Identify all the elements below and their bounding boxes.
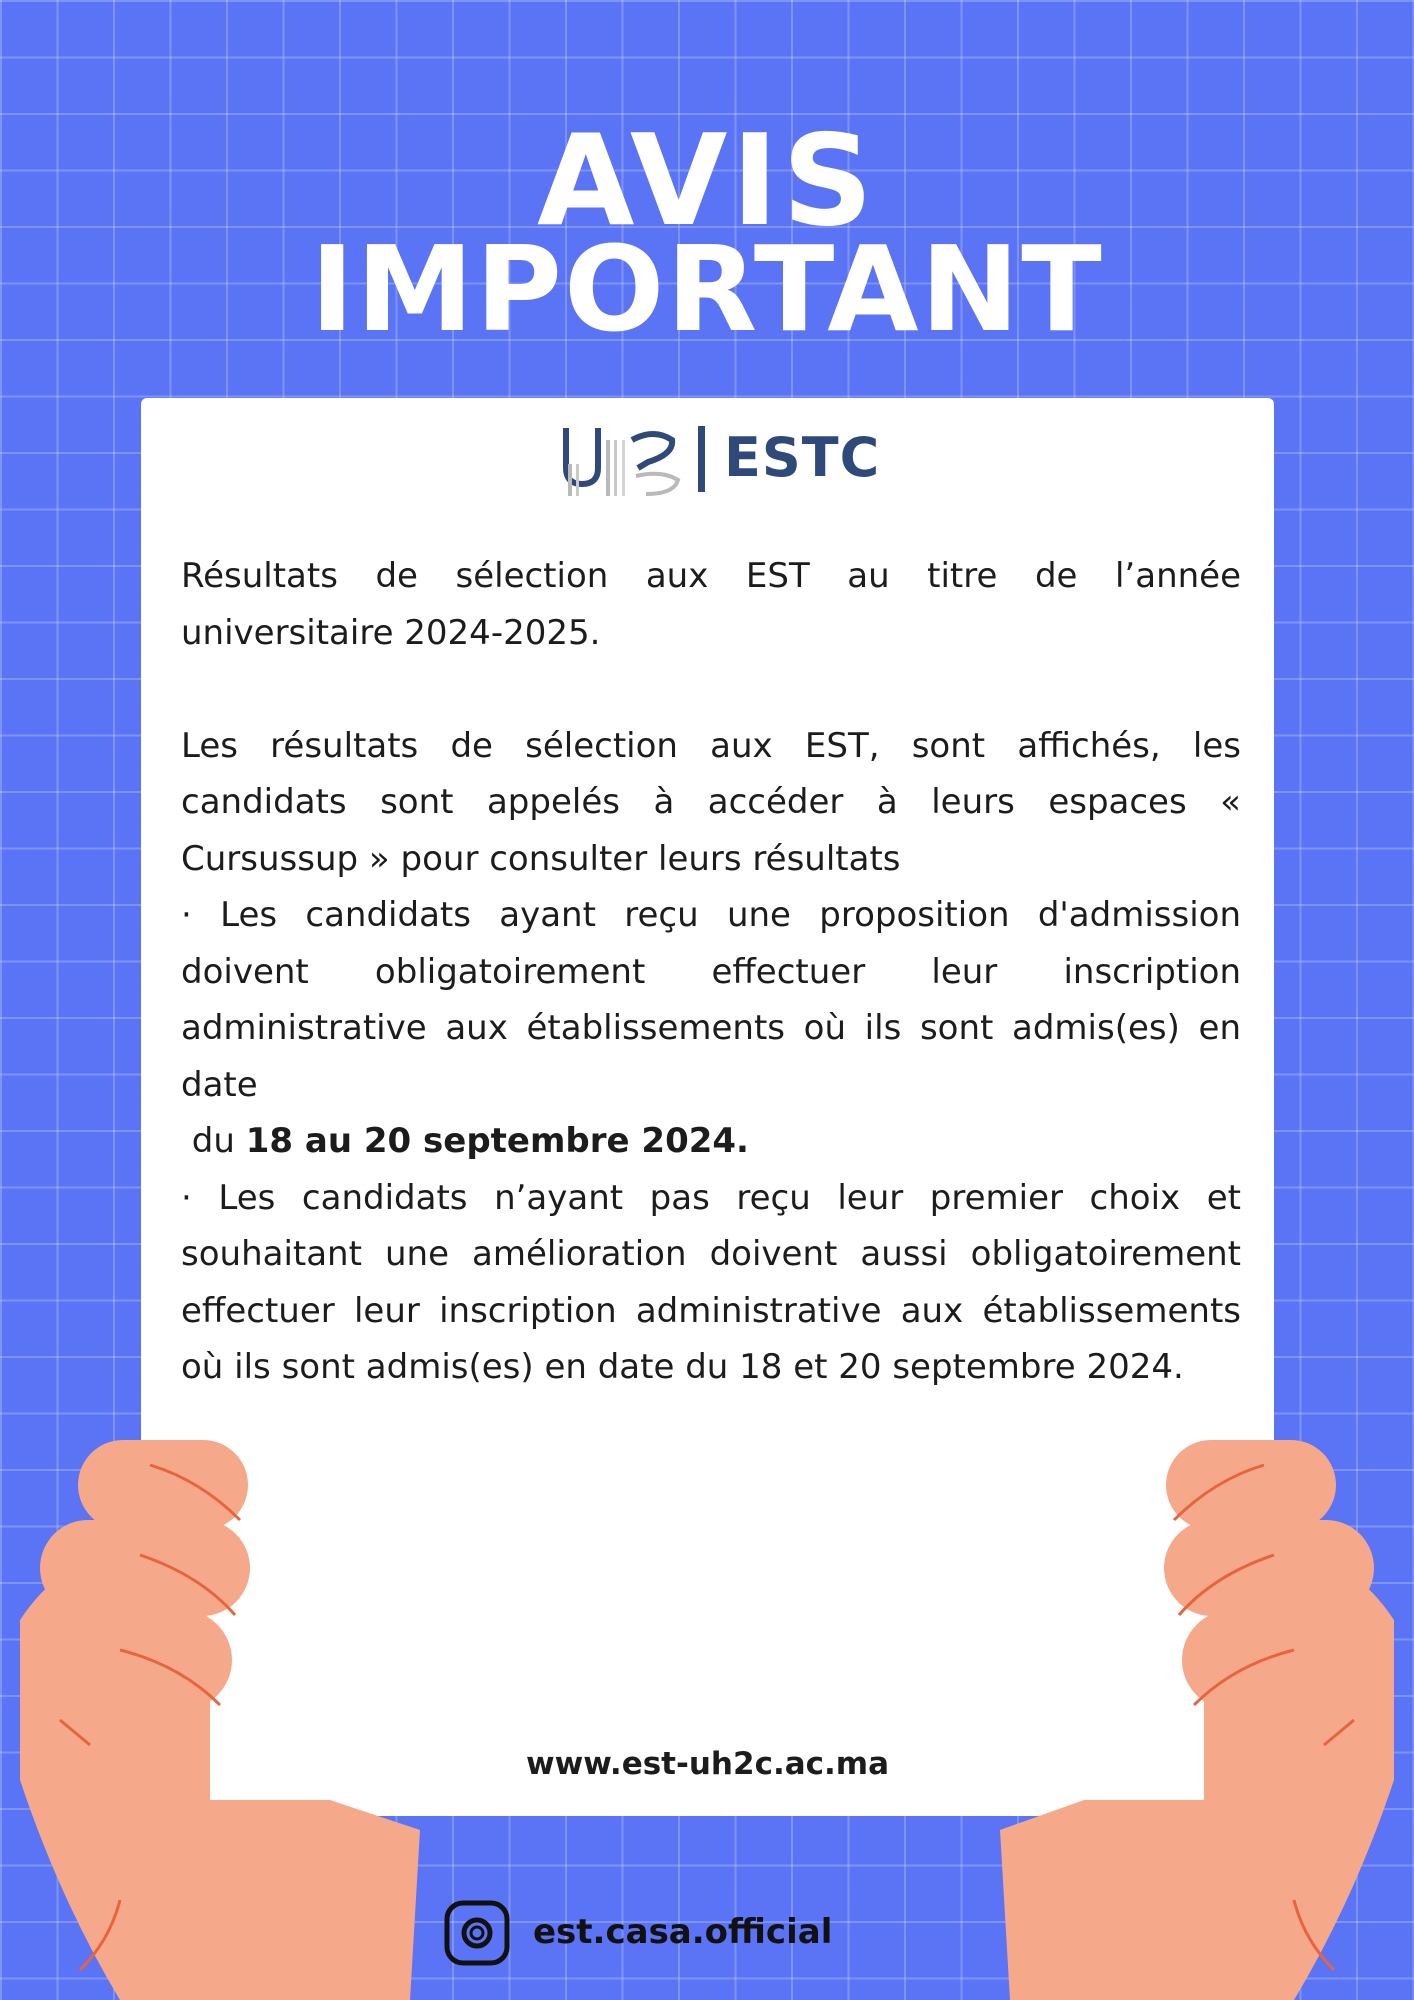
- notice-bullet-1: · Les candidats ayant reçu une proposition d'admission doivent obligatoirement effectuer leur inscription administrative aux établissements où ils sont admis(es) en date: [181, 895, 1241, 1105]
- title-important: IMPORTANT: [310, 220, 1104, 358]
- notice-sheet: [141, 398, 1274, 1816]
- website-link[interactable]: www.est-uh2c.ac.ma: [525, 1746, 890, 1782]
- notice-intro: Résultats de sélection aux EST au titre de l’année universitaire 2024-2025.: [181, 556, 1241, 653]
- date-prefix: du: [181, 1121, 246, 1161]
- estc-logo-text: ESTC: [724, 426, 881, 489]
- notice-body: [181, 548, 1241, 1396]
- notice-bullet-2: · Les candidats n’ayant pas reçu leur premier choix et souhaitant une amélioration doivent aussi obligatoirement effectuer leur inscription administrative aux établissements où ils sont admis(es) en date du 18 et 20 septembre 2024.: [181, 1177, 1241, 1387]
- date-highlight: 18 au 20 septembre 2024.: [245, 1121, 749, 1161]
- instagram-icon[interactable]: [444, 1900, 510, 1966]
- notice-bullet-1-date-line: [181, 1113, 1241, 1170]
- title-avis: AVIS: [536, 107, 878, 254]
- notice-paragraph: Les résultats de sélection aux EST, sont affichés, les candidats sont appelés à accéder à leurs espaces « Cursussup » pour consulter leurs résultats: [181, 725, 1241, 879]
- instagram-handle[interactable]: est.casa.official: [533, 1912, 833, 1952]
